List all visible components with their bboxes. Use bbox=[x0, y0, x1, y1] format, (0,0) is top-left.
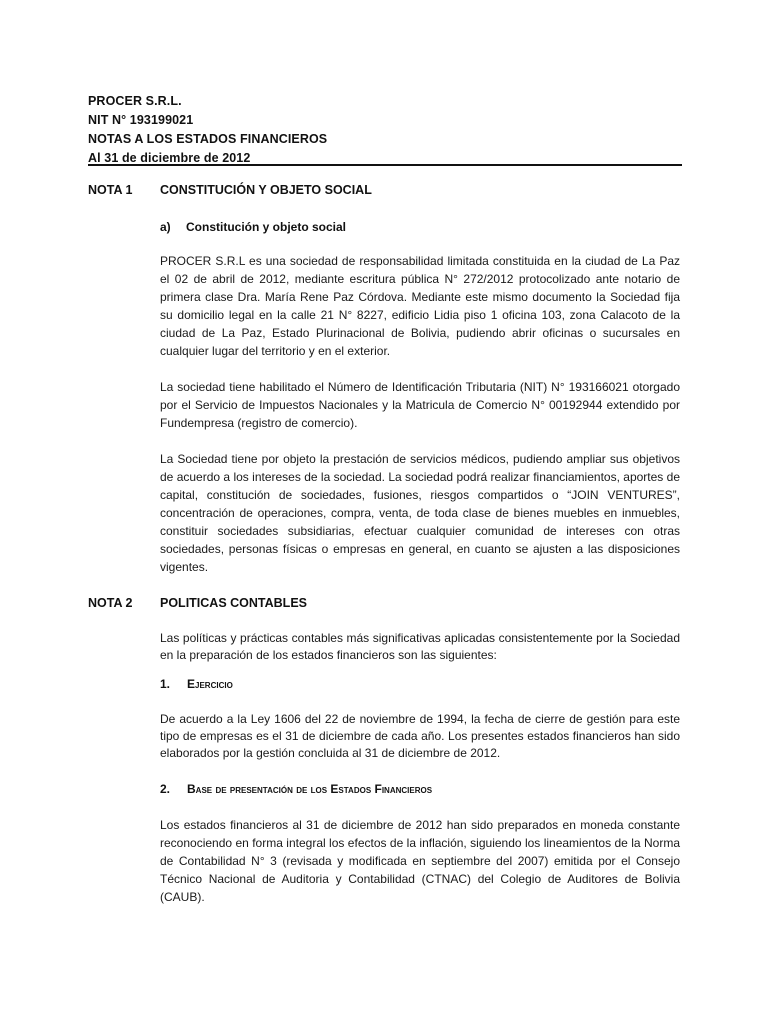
nota2-number: NOTA 2 bbox=[88, 596, 133, 610]
nota1-paragraph-1: PROCER S.R.L es una sociedad de responsabilidad limitada constituida en la ciudad de La Paz el 02 de abril de 2012, mediante escritura pública N° 272/2012 protocolizado ante notario de primera clase Dra. María Rene Paz Córdova. Mediante este mismo documento la Sociedad fija su domicilio legal en la calle 21 N° 8227, edificio Lidia piso 1 oficina 103, zona Calacoto de la ciudad de La Paz, Estado Plurinacional de Bolivia, pudiendo abrir oficinas o sucursales en cualquier lugar del territorio y en el exterior. bbox=[160, 254, 680, 358]
nota1-paragraph-3: La Sociedad tiene por objeto la prestación de servicios médicos, pudiendo ampliar sus objetivos de acuerdo a los intereses de la sociedad. La sociedad podrá realizar financiamientos, aportes de capital, constitución de sociedades, fusiones, riesgos compartidos o “JOIN VENTURES”, concentración de operaciones, compra, venta, de toda clase de bienes muebles en inmuebles, constituir sociedades subsidiarias, efectuar cualquier comunidad de intereses con otras sociedades, personas físicas o empresas en general, en cuanto se ajusten a las disposiciones vigentes. bbox=[160, 452, 680, 574]
nota2-title: POLITICAS CONTABLES bbox=[160, 596, 307, 610]
section-1-text: De acuerdo a la Ley 1606 del 22 de noviembre de 1994, la fecha de cierre de gestión para este tipo de empresas es el 31 de diciembre de cada año. Los presentes estados financieros han sido elaborados por la gestión concluida al 31 de diciembre de 2012. bbox=[160, 712, 680, 760]
nota1-title: CONSTITUCIÓN Y OBJETO SOCIAL bbox=[160, 183, 372, 197]
section-2-number: 2. bbox=[160, 782, 171, 796]
document-title: NOTAS A LOS ESTADOS FINANCIEROS bbox=[88, 132, 328, 146]
nota1-number: NOTA 1 bbox=[88, 183, 133, 197]
nota1-subheading bbox=[160, 220, 346, 234]
section-2-text: Los estados financieros al 31 de diciembre de 2012 han sido preparados en moneda constante reconociendo en forma integral los efectos de la inflación, siguiendo los lineamientos de la Norma de Contabilidad N° 3 (revisada y modificada en septiembre del 2007) emitida por el Consejo Técnico Nacional de Auditoria y Contabilidad (CTNAC) del Colegio de Auditores de Bolivia (CAUB). bbox=[160, 818, 680, 904]
section-2-heading bbox=[160, 782, 432, 796]
document-header bbox=[88, 92, 684, 168]
section-1-title: Ejercicio bbox=[187, 677, 233, 691]
subheading-title: Constitución y objeto social bbox=[186, 220, 347, 234]
header-divider bbox=[88, 164, 682, 166]
company-name: PROCER S.R.L. bbox=[88, 94, 182, 108]
nota1-paragraph-2: La sociedad tiene habilitado el Número de Identificación Tributaria (NIT) N° 193166021 otorgado por el Servicio de Impuestos Nacionales y la Matricula de Comercio N° 00192944 extendido por Fundempresa (registro de comercio). bbox=[160, 380, 680, 430]
section-2-title: Base de presentación de los Estados Financieros bbox=[187, 782, 433, 796]
document-date: Al 31 de diciembre de 2012 bbox=[88, 151, 251, 165]
nit-number: NIT N° 193199021 bbox=[88, 113, 194, 127]
section-1-heading bbox=[160, 677, 233, 691]
subheading-letter: a) bbox=[160, 220, 171, 234]
nota2-intro: Las políticas y prácticas contables más significativas aplicadas consistentemente por la Sociedad en la preparación de los estados financieros son las siguientes: bbox=[160, 631, 680, 662]
section-1-number: 1. bbox=[160, 677, 171, 691]
